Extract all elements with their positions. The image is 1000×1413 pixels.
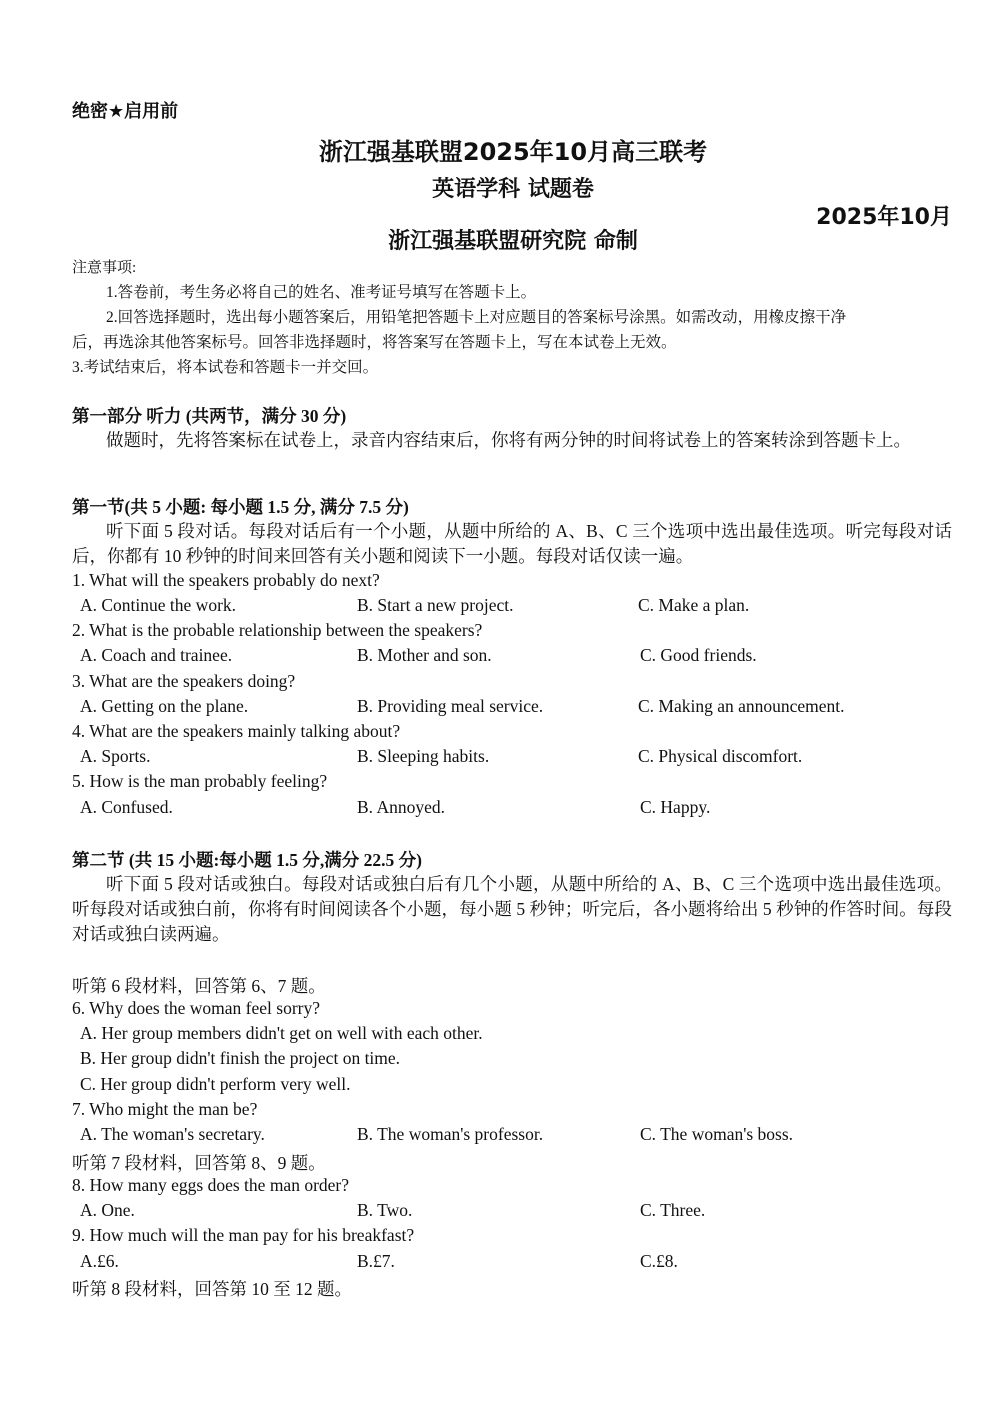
exam-date: 2025年10月 xyxy=(816,205,952,230)
option-b: B. Sleeping habits. xyxy=(357,746,490,766)
material-6-label: 听第 6 段材料，回答第 6、7 题。 xyxy=(72,976,326,996)
option-c: C. Make a plan. xyxy=(638,595,750,615)
option-b: B. Annoyed. xyxy=(357,797,445,817)
note-item-2: 2.回答选择题时，选出每小题答案后，用铅笔把答题卡上对应题目的答案标号涂黑。如需改动，用橡皮擦干净 xyxy=(106,309,847,326)
question-text: 3. What are the speakers doing? xyxy=(72,671,296,691)
option-c: C.£8. xyxy=(640,1251,678,1271)
section1-instruction: 听下面 5 段对话。每段对话后有一个小题，从题中所给的 A、B、C 三个选项中选出最佳选项。听完每段对话后，你都有 10 秒钟的时间来回答有关小题和阅读下一小题。每段对话仅读一遍。 xyxy=(72,521,952,566)
question-text: 7. Who might the man be? xyxy=(72,1099,258,1119)
option-b: B. Mother and son. xyxy=(357,645,492,665)
option-a: A. Getting on the plane. xyxy=(80,696,249,716)
material-8-label: 听第 8 段材料，回答第 10 至 12 题。 xyxy=(72,1279,352,1299)
option-a: A. Sports. xyxy=(80,746,151,766)
option-c: C. Her group didn't perform very well. xyxy=(80,1074,351,1094)
note-item-3: 3.考试结束后，将本试卷和答题卡一并交回。 xyxy=(72,359,379,376)
option-b: B. Start a new project. xyxy=(357,595,514,615)
question-text: 4. What are the speakers mainly talking about? xyxy=(72,721,401,741)
material-7-label: 听第 7 段材料，回答第 8、9 题。 xyxy=(72,1153,326,1173)
option-c: C. The woman's boss. xyxy=(640,1124,794,1144)
option-a: A. Her group members didn't get on well with each other. xyxy=(80,1023,483,1043)
option-b: B. Providing meal service. xyxy=(357,696,544,716)
option-c: C. Physical discomfort. xyxy=(638,746,803,766)
exam-issuer: 浙江强基联盟研究院 命制 xyxy=(388,229,638,254)
option-b: B. The woman's professor. xyxy=(357,1124,544,1144)
option-a: A. Confused. xyxy=(80,797,173,817)
option-b: B. Two. xyxy=(357,1200,413,1220)
note-item-2-cont: 后，再选涂其他答案标号。回答非选择题时，将答案写在答题卡上，写在本试卷上无效。 xyxy=(72,334,677,351)
option-b: B. Her group didn't finish the project on time. xyxy=(80,1048,401,1068)
option-a: A.£6. xyxy=(80,1251,119,1271)
confidential-label: 绝密★启用前 xyxy=(72,101,179,122)
question-text: 2. What is the probable relationship between the speakers? xyxy=(72,620,483,640)
question-text: 1. What will the speakers probably do next? xyxy=(72,570,380,590)
section1-heading: 第一节(共 5 小题: 每小题 1.5 分, 满分 7.5 分) xyxy=(72,497,409,517)
exam-title: 浙江强基联盟2025年10月高三联考 xyxy=(318,138,708,166)
part1-instruction: 做题时，先将答案标在试卷上，录音内容结束后，你将有两分钟的时间将试卷上的答案转涂到答题卡上。 xyxy=(106,430,911,450)
question-text: 6. Why does the woman feel sorry? xyxy=(72,998,321,1018)
option-c: C. Happy. xyxy=(640,797,711,817)
section2-instruction: 听下面 5 段对话或独白。每段对话或独白后有几个小题，从题中所给的 A、B、C 三个选项中选出最佳选项。听每段对话或独白前，你将有时间阅读各个小题，每小题 5 秒钟；听完后，各小题将给出 5 秒钟的作答时间。每段对话或独白读两遍。 xyxy=(72,874,952,944)
question-text: 8. How many eggs does the man order? xyxy=(72,1175,350,1195)
question-text: 5. How is the man probably feeling? xyxy=(72,771,328,791)
option-a: A. The woman's secretary. xyxy=(80,1124,265,1144)
part1-heading: 第一部分 听力 (共两节，满分 30 分) xyxy=(72,406,347,426)
option-c: C. Three. xyxy=(640,1200,706,1220)
option-c: C. Making an announcement. xyxy=(638,696,845,716)
option-b: B.£7. xyxy=(357,1251,395,1271)
option-c: C. Good friends. xyxy=(640,645,757,665)
note-item-1: 1.答卷前，考生务必将自己的姓名、准考证号填写在答题卡上。 xyxy=(106,284,537,301)
exam-subtitle: 英语学科 试题卷 xyxy=(432,177,594,202)
question-text: 9. How much will the man pay for his breakfast? xyxy=(72,1225,415,1245)
option-a: A. Coach and trainee. xyxy=(80,645,233,665)
option-a: A. One. xyxy=(80,1200,135,1220)
option-a: A. Continue the work. xyxy=(80,595,237,615)
notes-heading: 注意事项: xyxy=(72,260,137,276)
section2-heading: 第二节 (共 15 小题:每小题 1.5 分,满分 22.5 分) xyxy=(72,850,422,870)
